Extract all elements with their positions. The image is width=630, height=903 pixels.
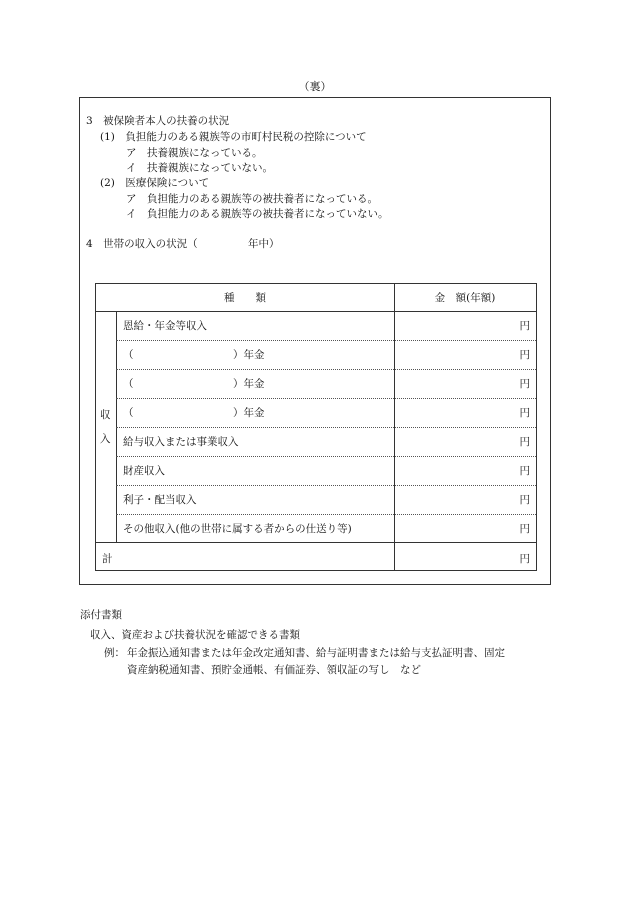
section3-sub1-option-a: ア 扶養親族になっている。 [126, 147, 263, 159]
row-unit: 円 [519, 523, 530, 535]
row-label-suffix: ）年金 [233, 378, 265, 390]
row-unit: 円 [519, 378, 530, 390]
total-label: 計 [102, 553, 113, 565]
row-label: （ [123, 407, 134, 419]
header-amount: 金 額(年額) [434, 292, 496, 304]
section3-sub1-label: (1) 負担能力のある親族等の市町村民税の控除について [100, 131, 367, 143]
row-label: （ [123, 378, 134, 390]
row-label: （ [123, 349, 134, 361]
group-label-income-2: 入 [100, 433, 111, 445]
attachments-heading: 添付書類 [80, 609, 122, 621]
row-unit: 円 [519, 320, 530, 332]
row-label-suffix: ）年金 [233, 349, 265, 361]
attachments-example-line1: 年金振込通知書または年金改定通知書、給与証明書または給与支払証明書、固定 [127, 647, 505, 659]
total-unit: 円 [519, 553, 530, 565]
section3-sub2-option-i: イ 負担能力のある親族等の被扶養者になっていない。 [126, 208, 389, 220]
header-type: 種 類 [224, 292, 266, 304]
section4-heading-prefix: 4 世帯の収入の状況（ [86, 238, 198, 250]
row-label: 恩給・年金等収入 [123, 320, 207, 332]
row-unit: 円 [519, 349, 530, 361]
section3-heading: 3 被保険者本人の扶養の状況 [86, 115, 230, 127]
attachments-line1: 収入、資産および扶養状況を確認できる書類 [90, 629, 300, 641]
attachments-example-line2: 資産納税通知書、預貯金通帳、有価証券、領収証の写し など [127, 664, 421, 676]
section3-sub2-label: (2) 医療保険について [100, 177, 210, 189]
section3-sub2-option-a: ア 負担能力のある親族等の被扶養者になっている。 [126, 193, 378, 205]
row-unit: 円 [519, 494, 530, 506]
page-title: （裏） [298, 80, 332, 93]
group-label-income-1: 収 [100, 409, 111, 421]
row-unit: 円 [519, 407, 530, 419]
row-label: 財産収入 [123, 465, 165, 477]
section3-sub1-option-i: イ 扶養親族になっていない。 [126, 162, 273, 174]
row-unit: 円 [519, 465, 530, 477]
section4-heading-suffix: 年中） [248, 238, 280, 250]
income-table [95, 283, 537, 571]
row-unit: 円 [519, 436, 530, 448]
row-label-suffix: ）年金 [233, 407, 265, 419]
row-label: 利子・配当収入 [123, 494, 197, 506]
attachments-example-prefix: 例： [104, 647, 125, 659]
row-label: 給与収入または事業収入 [123, 436, 239, 448]
row-label: その他収入(他の世帯に属する者からの仕送り等) [123, 523, 352, 535]
